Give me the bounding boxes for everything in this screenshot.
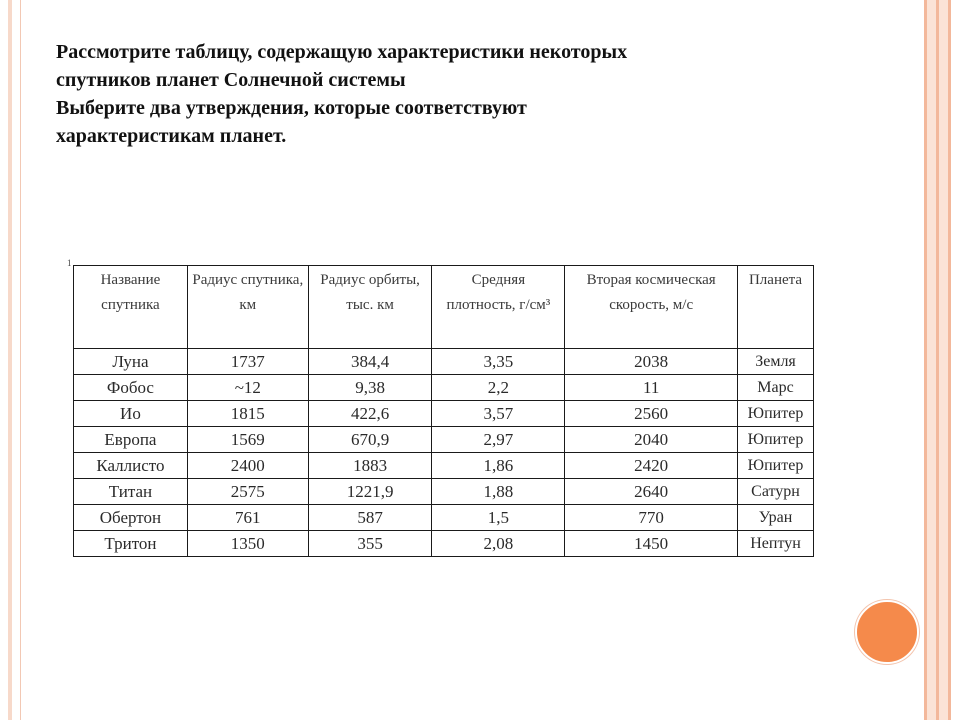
cell-orbit: 1221,9	[308, 479, 432, 505]
cell-planet: Сатурн	[738, 479, 814, 505]
cell-density: 1,88	[432, 479, 565, 505]
cell-density: 2,2	[432, 375, 565, 401]
cell-velocity: 770	[565, 505, 738, 531]
cell-planet: Земля	[738, 349, 814, 375]
header-orbit-radius: Радиус орбиты, тыс. км	[308, 266, 432, 349]
heading-line-2: спутников планет Солнечной системы	[56, 69, 406, 91]
table-row	[74, 401, 814, 427]
cell-name: Титан	[74, 479, 188, 505]
cell-velocity: 2640	[565, 479, 738, 505]
cell-radius: 2400	[187, 453, 308, 479]
cell-planet: Юпитер	[738, 401, 814, 427]
cell-name: Фобос	[74, 375, 188, 401]
cell-name: Луна	[74, 349, 188, 375]
cell-planet: Юпитер	[738, 453, 814, 479]
cell-orbit: 1883	[308, 453, 432, 479]
cell-density: 2,97	[432, 427, 565, 453]
cell-radius: 1350	[187, 531, 308, 557]
cell-orbit: 587	[308, 505, 432, 531]
table-marker: 1	[67, 258, 72, 268]
decorative-circle	[855, 600, 919, 664]
table-row	[74, 375, 814, 401]
table-row	[74, 531, 814, 557]
cell-velocity: 2420	[565, 453, 738, 479]
cell-velocity: 2560	[565, 401, 738, 427]
cell-name: Каллисто	[74, 453, 188, 479]
cell-density: 3,57	[432, 401, 565, 427]
cell-density: 3,35	[432, 349, 565, 375]
cell-orbit: 670,9	[308, 427, 432, 453]
cell-velocity: 2040	[565, 427, 738, 453]
header-density: Средняя плотность, г/см³	[432, 266, 565, 349]
header-escape-velocity: Вторая космическая скорость, м/с	[565, 266, 738, 349]
cell-name: Европа	[74, 427, 188, 453]
cell-radius: 1815	[187, 401, 308, 427]
cell-orbit: 384,4	[308, 349, 432, 375]
table-row	[74, 505, 814, 531]
cell-name: Обертон	[74, 505, 188, 531]
table-row	[74, 479, 814, 505]
right-frame-border	[918, 0, 960, 720]
header-satellite-radius: Радиус спутника, км	[187, 266, 308, 349]
cell-radius: 761	[187, 505, 308, 531]
table-row	[74, 453, 814, 479]
task-heading	[56, 38, 896, 150]
cell-planet: Марс	[738, 375, 814, 401]
left-frame-border	[0, 0, 21, 720]
cell-density: 2,08	[432, 531, 565, 557]
cell-orbit: 9,38	[308, 375, 432, 401]
table-row	[74, 427, 814, 453]
cell-orbit: 355	[308, 531, 432, 557]
cell-radius: 2575	[187, 479, 308, 505]
heading-line-4: характеристикам планет.	[56, 125, 287, 147]
header-planet: Планета	[738, 266, 814, 349]
cell-orbit: 422,6	[308, 401, 432, 427]
heading-line-1: Рассмотрите таблицу, содержащую характеристики некоторых	[56, 41, 628, 63]
table-row	[74, 349, 814, 375]
header-satellite-name: Название спутника	[74, 266, 188, 349]
cell-name: Тритон	[74, 531, 188, 557]
cell-radius: ~12	[187, 375, 308, 401]
cell-velocity: 1450	[565, 531, 738, 557]
cell-planet: Юпитер	[738, 427, 814, 453]
satellites-table	[73, 265, 814, 557]
cell-density: 1,5	[432, 505, 565, 531]
cell-radius: 1569	[187, 427, 308, 453]
cell-planet: Уран	[738, 505, 814, 531]
cell-density: 1,86	[432, 453, 565, 479]
cell-velocity: 11	[565, 375, 738, 401]
table-header-row	[74, 266, 814, 349]
cell-name: Ио	[74, 401, 188, 427]
cell-radius: 1737	[187, 349, 308, 375]
cell-planet: Нептун	[738, 531, 814, 557]
cell-velocity: 2038	[565, 349, 738, 375]
heading-line-3: Выберите два утверждения, которые соответствуют	[56, 97, 527, 119]
